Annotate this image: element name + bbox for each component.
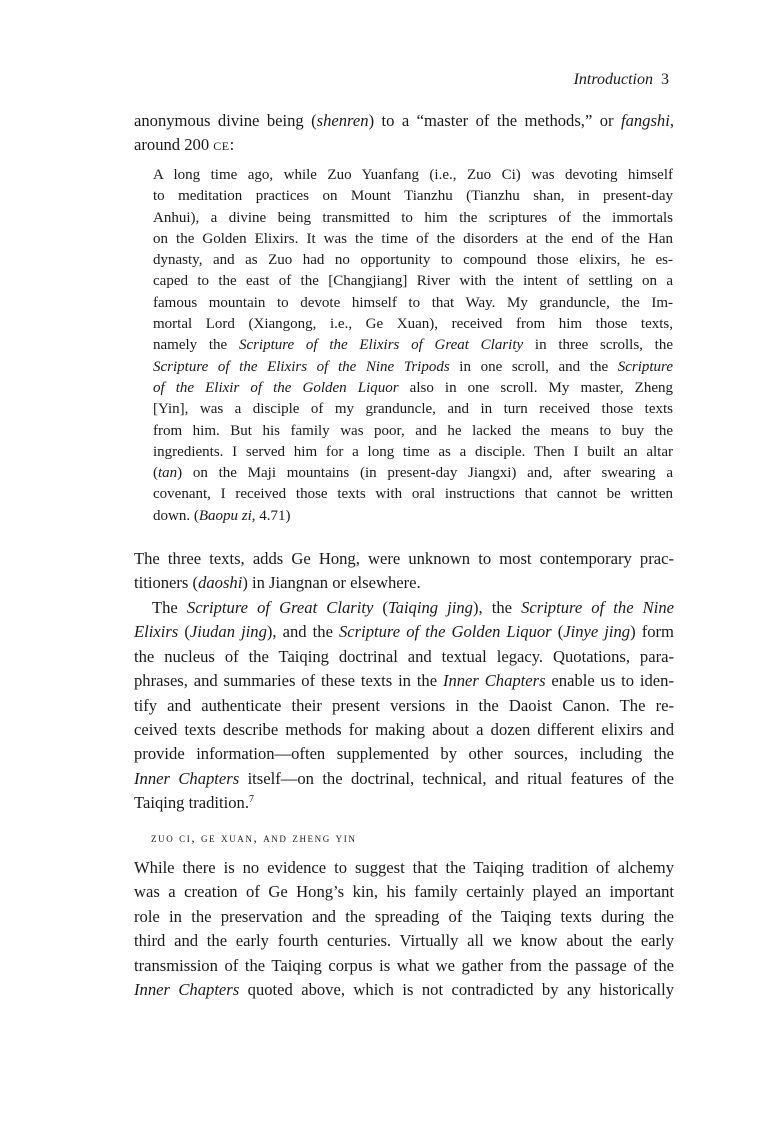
text-line: transmission of the Taiqing corpus is what we gather from the passage of the bbox=[134, 955, 674, 975]
quote-line: to meditation practices on Mount Tianzhu (Tianzhu shan, in present-day bbox=[153, 188, 673, 205]
quote-line: from him. But his family was poor, and he lacked the means to buy the bbox=[153, 422, 673, 439]
quote-line: dynasty, and as Zuo had no opportunity to compound those elixirs, he es- bbox=[153, 252, 673, 269]
quote-line: of the Elixir of the Golden Liquor also in one scroll. My master, Zheng bbox=[153, 379, 673, 396]
text-line: role in the preservation and the spreading of the Taiqing texts during the bbox=[134, 906, 674, 926]
running-header bbox=[574, 70, 669, 90]
text-line: Inner Chapters itself—on the doctrinal, technical, and ritual features of the bbox=[134, 768, 674, 788]
text-line: was a creation of Ge Hong’s kin, his family certainly played an important bbox=[134, 882, 674, 902]
paragraph-zuo-ci bbox=[134, 856, 674, 1002]
quote-line: A long time ago, while Zuo Yuanfang (i.e., Zuo Ci) was devoting himself bbox=[153, 167, 673, 183]
section-heading: zuo ci, ge xuan, and zheng yin bbox=[151, 830, 357, 845]
quote-line: on the Golden Elixirs. It was the time of the disorders at the end of the Han bbox=[153, 230, 673, 247]
quote-line: ingredients. I served him for a long time as a disciple. Then I built an altar bbox=[153, 443, 673, 460]
text-line: Taiqing tradition.$^7$ bbox=[134, 793, 254, 813]
quote-line: Anhui), a divine being transmitted to him the scriptures of the immortals bbox=[153, 209, 673, 226]
quote-line: famous mountain to devote himself to that Way. My granduncle, the Im- bbox=[153, 294, 673, 311]
paragraph-scriptures bbox=[134, 596, 674, 816]
text-line: phrases, and summaries of these texts in the Inner Chapters enable us to iden- bbox=[134, 671, 674, 691]
text-line: around 200 ce: bbox=[134, 135, 235, 155]
quote-line: covenant, I received those texts with oral instructions that cannot be written bbox=[153, 486, 673, 503]
quote-line: Scripture of the Elixirs of the Nine Tripods in one scroll, and the Scripture bbox=[153, 358, 673, 375]
text-line: titioners (daoshi) in Jiangnan or elsewhere. bbox=[134, 573, 421, 593]
footnote-marker: 7 bbox=[248, 794, 254, 806]
text-line: anonymous divine being (shenren) to a “master of the methods,” or fangshi, bbox=[134, 111, 674, 130]
text-line: tify and authenticate their present versions in the Daoist Canon. The re- bbox=[134, 695, 674, 715]
quote-line: caped to the east of the [Changjiang] River with the intent of settling on a bbox=[153, 273, 673, 290]
text-line: While there is no evidence to suggest that the Taiqing tradition of alchemy bbox=[134, 858, 674, 877]
text-line: Inner Chapters quoted above, which is not contradicted by any historically bbox=[134, 979, 674, 999]
page-number: 3 bbox=[661, 71, 669, 88]
text-line: ceived texts describe methods for making about a dozen different elixirs and bbox=[134, 719, 674, 739]
running-title: Introduction bbox=[573, 71, 653, 88]
intro-paragraph bbox=[134, 109, 674, 158]
paragraph-texts bbox=[134, 547, 674, 596]
quote-line: (tan) on the Maji mountains (in present-day Jiangxi) and, after swearing a bbox=[153, 465, 673, 482]
quote-line: mortal Lord (Xiangong, i.e., Ge Xuan), received from him those texts, bbox=[153, 316, 673, 333]
text-line: third and the early fourth centuries. Virtually all we know about the early bbox=[134, 931, 674, 951]
block-quote bbox=[153, 165, 673, 527]
text-line: Elixirs (Jiudan jing), and the Scripture of the Golden Liquor (Jinye jing) form bbox=[134, 622, 674, 642]
text-line: The Scripture of Great Clarity (Taiqing jing), the Scripture of the Nine bbox=[152, 598, 674, 617]
text-line: provide information—often supplemented by other sources, including the bbox=[134, 744, 674, 764]
text-line: the nucleus of the Taiqing doctrinal and textual legacy. Quotations, para- bbox=[134, 646, 674, 666]
quote-line: namely the Scripture of the Elixirs of Great Clarity in three scrolls, the bbox=[153, 337, 673, 354]
text-line: The three texts, adds Ge Hong, were unknown to most contemporary prac- bbox=[134, 549, 674, 568]
quote-line: down. (Baopu zi, 4.71) bbox=[153, 507, 291, 524]
quote-line: [Yin], was a disciple of my granduncle, and in turn received those texts bbox=[153, 401, 673, 418]
